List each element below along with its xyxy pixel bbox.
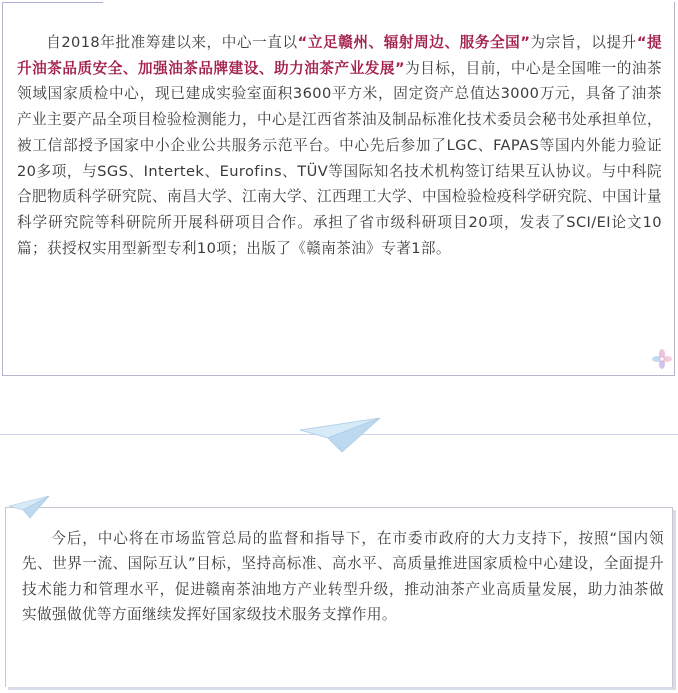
intro-highlight-goal: “提升油茶品质安全、加强油茶品牌建设、助力油茶产业发展” xyxy=(17,34,662,77)
intro-text-a: 自2018年批准筹建以来，中心一直以 xyxy=(46,34,298,51)
outlook-text: 今后，中心将在市场监管总局的监督和指导下，在市委市政府的大力支持下，按照“国内领先、世界一流、国际互认”目标，坚持高标准、高水平、高质量推进国家质检中心建设，全面提升技术能力和管理水平，促进赣南茶油地方产业转型升级，推动油茶产业高质量发展，助力油茶做实做强做优等方面继续发挥好国家级技术服务支撑作用。 xyxy=(22,530,664,623)
paper-plane-icon xyxy=(298,412,382,456)
intro-text-b: 为宗旨，以提升 xyxy=(530,34,637,51)
paper-plane-icon xyxy=(8,494,50,520)
box-top-accent-line xyxy=(3,2,103,3)
outlook-paragraph xyxy=(22,526,664,627)
intro-highlight-mission: “立足赣州、辐射周边、服务全国” xyxy=(297,34,531,51)
intro-paragraph xyxy=(17,30,662,261)
intro-text-c: 为目标，目前，中心是全国唯一的油茶领域国家质检中心，现已建成实验室面积3600平方米，固定资产总值达3000万元，具备了油茶产业主要产品全项目检验检测能力，中心是江西省茶油及制品标准化技术委员会秘书处承担单位，被工信部授予国家中小企业公共服务示范平台。中心先后参加了LGC、FAPAS等国内外能力验证20多项，与SGS、Intertek、Eurofins、TÜV等国际知名技术机构签订结果互认协议。与中科院合肥物质科学研究院、南昌大学、江南大学、江西理工大学、中国检验检疫科学研究院、中国计量科学研究院等科研院所开展科研项目合作。承担了省市级科研项目20项，发表了SCI/EI论文10篇；获授权实用型新型专利10项；出版了《赣南茶油》专著1部。 xyxy=(17,59,662,257)
flower-icon xyxy=(652,349,672,369)
